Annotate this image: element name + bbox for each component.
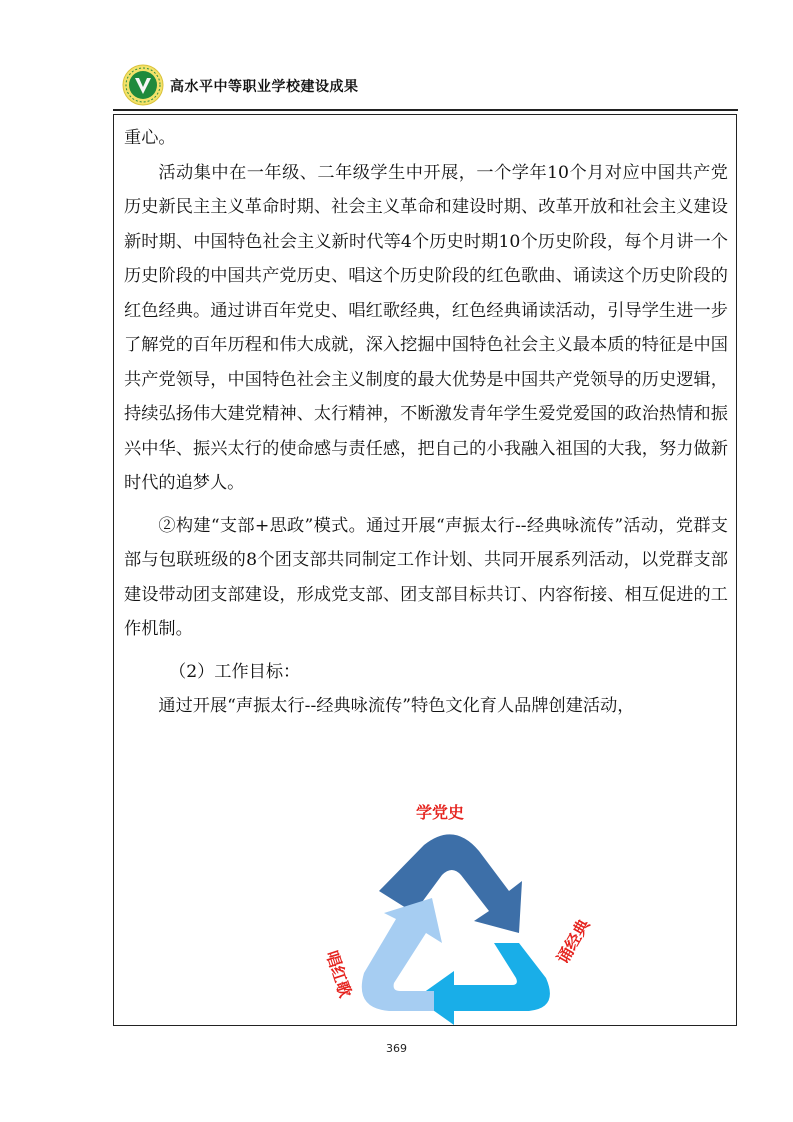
arrow-right-mid: [416, 943, 550, 1025]
section-heading-goal: （2）工作目标：: [169, 661, 301, 682]
header-title: 高水平中等职业学校建设成果: [170, 79, 359, 95]
school-logo-icon: [122, 64, 164, 106]
page-header: [118, 62, 738, 106]
header-divider: [113, 109, 738, 111]
label-top: 学党史: [416, 803, 465, 822]
content-frame: [113, 114, 737, 1026]
paragraph-goal: 通过开展“声振太行--经典咏流传”特色文化育人品牌创建活动，: [158, 696, 635, 716]
paragraph-activity: 活动集中在一年级、二年级学生中开展，一个学年10个月对应中国共产党历史新民主主义革命时期、社会主义革命和建设时期、改革开放和社会主义建设新时期、中国特色社会主义新时代等4个历史时期10个历史阶段，每个月讲一个历史阶段的中国共产党历史、唱这个历史阶段的红色歌曲、诵读这个历史阶段的红色经典。通过讲百年党史、唱红歌经典，红色经典诵读活动，引导学生进一步了解党的百年历程和伟大成就，深入挖掘中国特色社会主义最本质的特征是中国共产党领导，中国特色社会主义制度的最大优势是中国共产党领导的历史逻辑，持续弘扬伟大建党精神、太行精神，不断激发青年学生爱党爱国的政治热情和振兴中华、振兴太行的使命感与责任感，把自己的小我融入祖国的大我，努力做新时代的追梦人。: [124, 162, 728, 493]
page-number: 369: [386, 1042, 407, 1055]
body-text: [124, 121, 728, 724]
arrow-left-light: [362, 898, 442, 1011]
recycle-triangle-diagram: [322, 803, 594, 1023]
paragraph-continuation: 重心。: [124, 128, 176, 148]
label-right: 诵经典: [553, 915, 594, 967]
label-left: 唱红歌: [322, 948, 356, 1000]
paragraph-model: ②构建“支部+思政”模式。通过开展“声振太行--经典咏流传”活动，党群支部与包联班级的8个团支部共同制定工作计划、共同开展系列活动，以党群支部建设带动团支部建设，形成党支部、团支部目标共订、内容衔接、相互促进的工作机制。: [124, 515, 728, 639]
